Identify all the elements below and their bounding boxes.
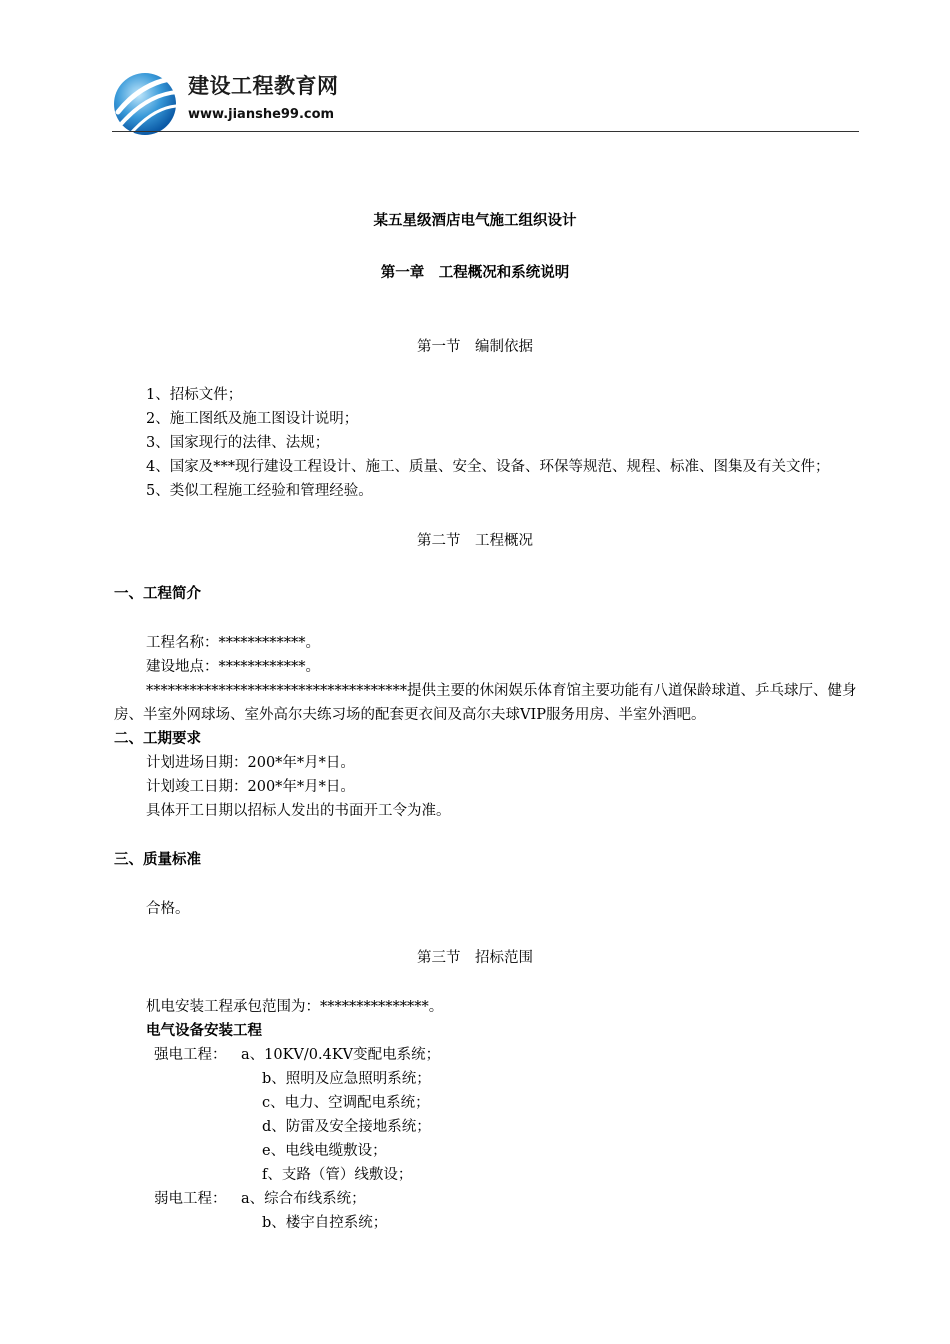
schedule-title: 二、工期要求: [114, 731, 201, 747]
project-intro-title: 一、工程简介: [114, 586, 201, 602]
quality-value: 合格。: [146, 901, 190, 917]
chapter-title: 第一章 工程概况和系统说明: [380, 265, 570, 281]
list-item: b、楼宇自控系统；: [262, 1215, 388, 1231]
list-item: b、照明及应急照明系统；: [262, 1071, 431, 1087]
strong-current-label: 强电工程：: [154, 1047, 227, 1063]
list-item: c、电力、空调配电系统；: [262, 1095, 430, 1111]
project-name-line: 工程名称：************。: [146, 635, 320, 651]
start-date-line: 计划进场日期：200*年*月*日。: [146, 755, 355, 771]
weak-current-label: 弱电工程：: [154, 1191, 227, 1207]
list-item: f、支路（管）线敷设；: [262, 1167, 413, 1183]
globe-logo-icon: [112, 68, 182, 138]
header-divider: [112, 131, 859, 132]
logo-name: 建设工程教育网: [188, 74, 339, 98]
list-item: 1、招标文件；: [146, 387, 243, 403]
section-3-heading: 第三节 招标范围: [417, 950, 533, 966]
section-2-heading: 第二节 工程概况: [417, 533, 533, 549]
list-item: a、10KV/0.4KV变配电系统；: [241, 1047, 441, 1063]
section-1-heading: 第一节 编制依据: [417, 339, 533, 355]
quality-title: 三、质量标准: [114, 852, 201, 868]
site-logo: [112, 66, 352, 130]
list-item: 5、类似工程施工经验和管理经验。: [146, 483, 373, 499]
scope-line: 机电安装工程承包范围为：***************。: [146, 999, 444, 1015]
list-item: a、综合布线系统；: [241, 1191, 366, 1207]
start-order-note: 具体开工日期以招标人发出的书面开工令为准。: [146, 803, 451, 819]
list-item: 2、施工图纸及施工图设计说明；: [146, 411, 359, 427]
project-description: ************************************提供主要的休闲娱乐体育馆主要功能有八道保龄球道、乒乓球厅、健身房、半室外网球场、室外高尔夫练习场的配套更衣间及高尔夫球VIP服务用房、半室外酒吧。: [114, 683, 857, 723]
document-title: 某五星级酒店电气施工组织设计: [373, 213, 577, 229]
list-item: 3、国家现行的法律、法规；: [146, 435, 330, 451]
list-item: e、电线电缆敷设；: [262, 1143, 387, 1159]
list-item: d、防雷及安全接地系统；: [262, 1119, 431, 1135]
electrical-install-title: 电气设备安装工程: [146, 1023, 262, 1039]
project-place-line: 建设地点：************。: [146, 659, 320, 675]
list-item: 4、国家及***现行建设工程设计、施工、质量、安全、设备、环保等规范、规程、标准、图集及有关文件；: [146, 459, 830, 475]
logo-url: www.jianshe99.com: [188, 107, 335, 122]
end-date-line: 计划竣工日期：200*年*月*日。: [146, 779, 355, 795]
